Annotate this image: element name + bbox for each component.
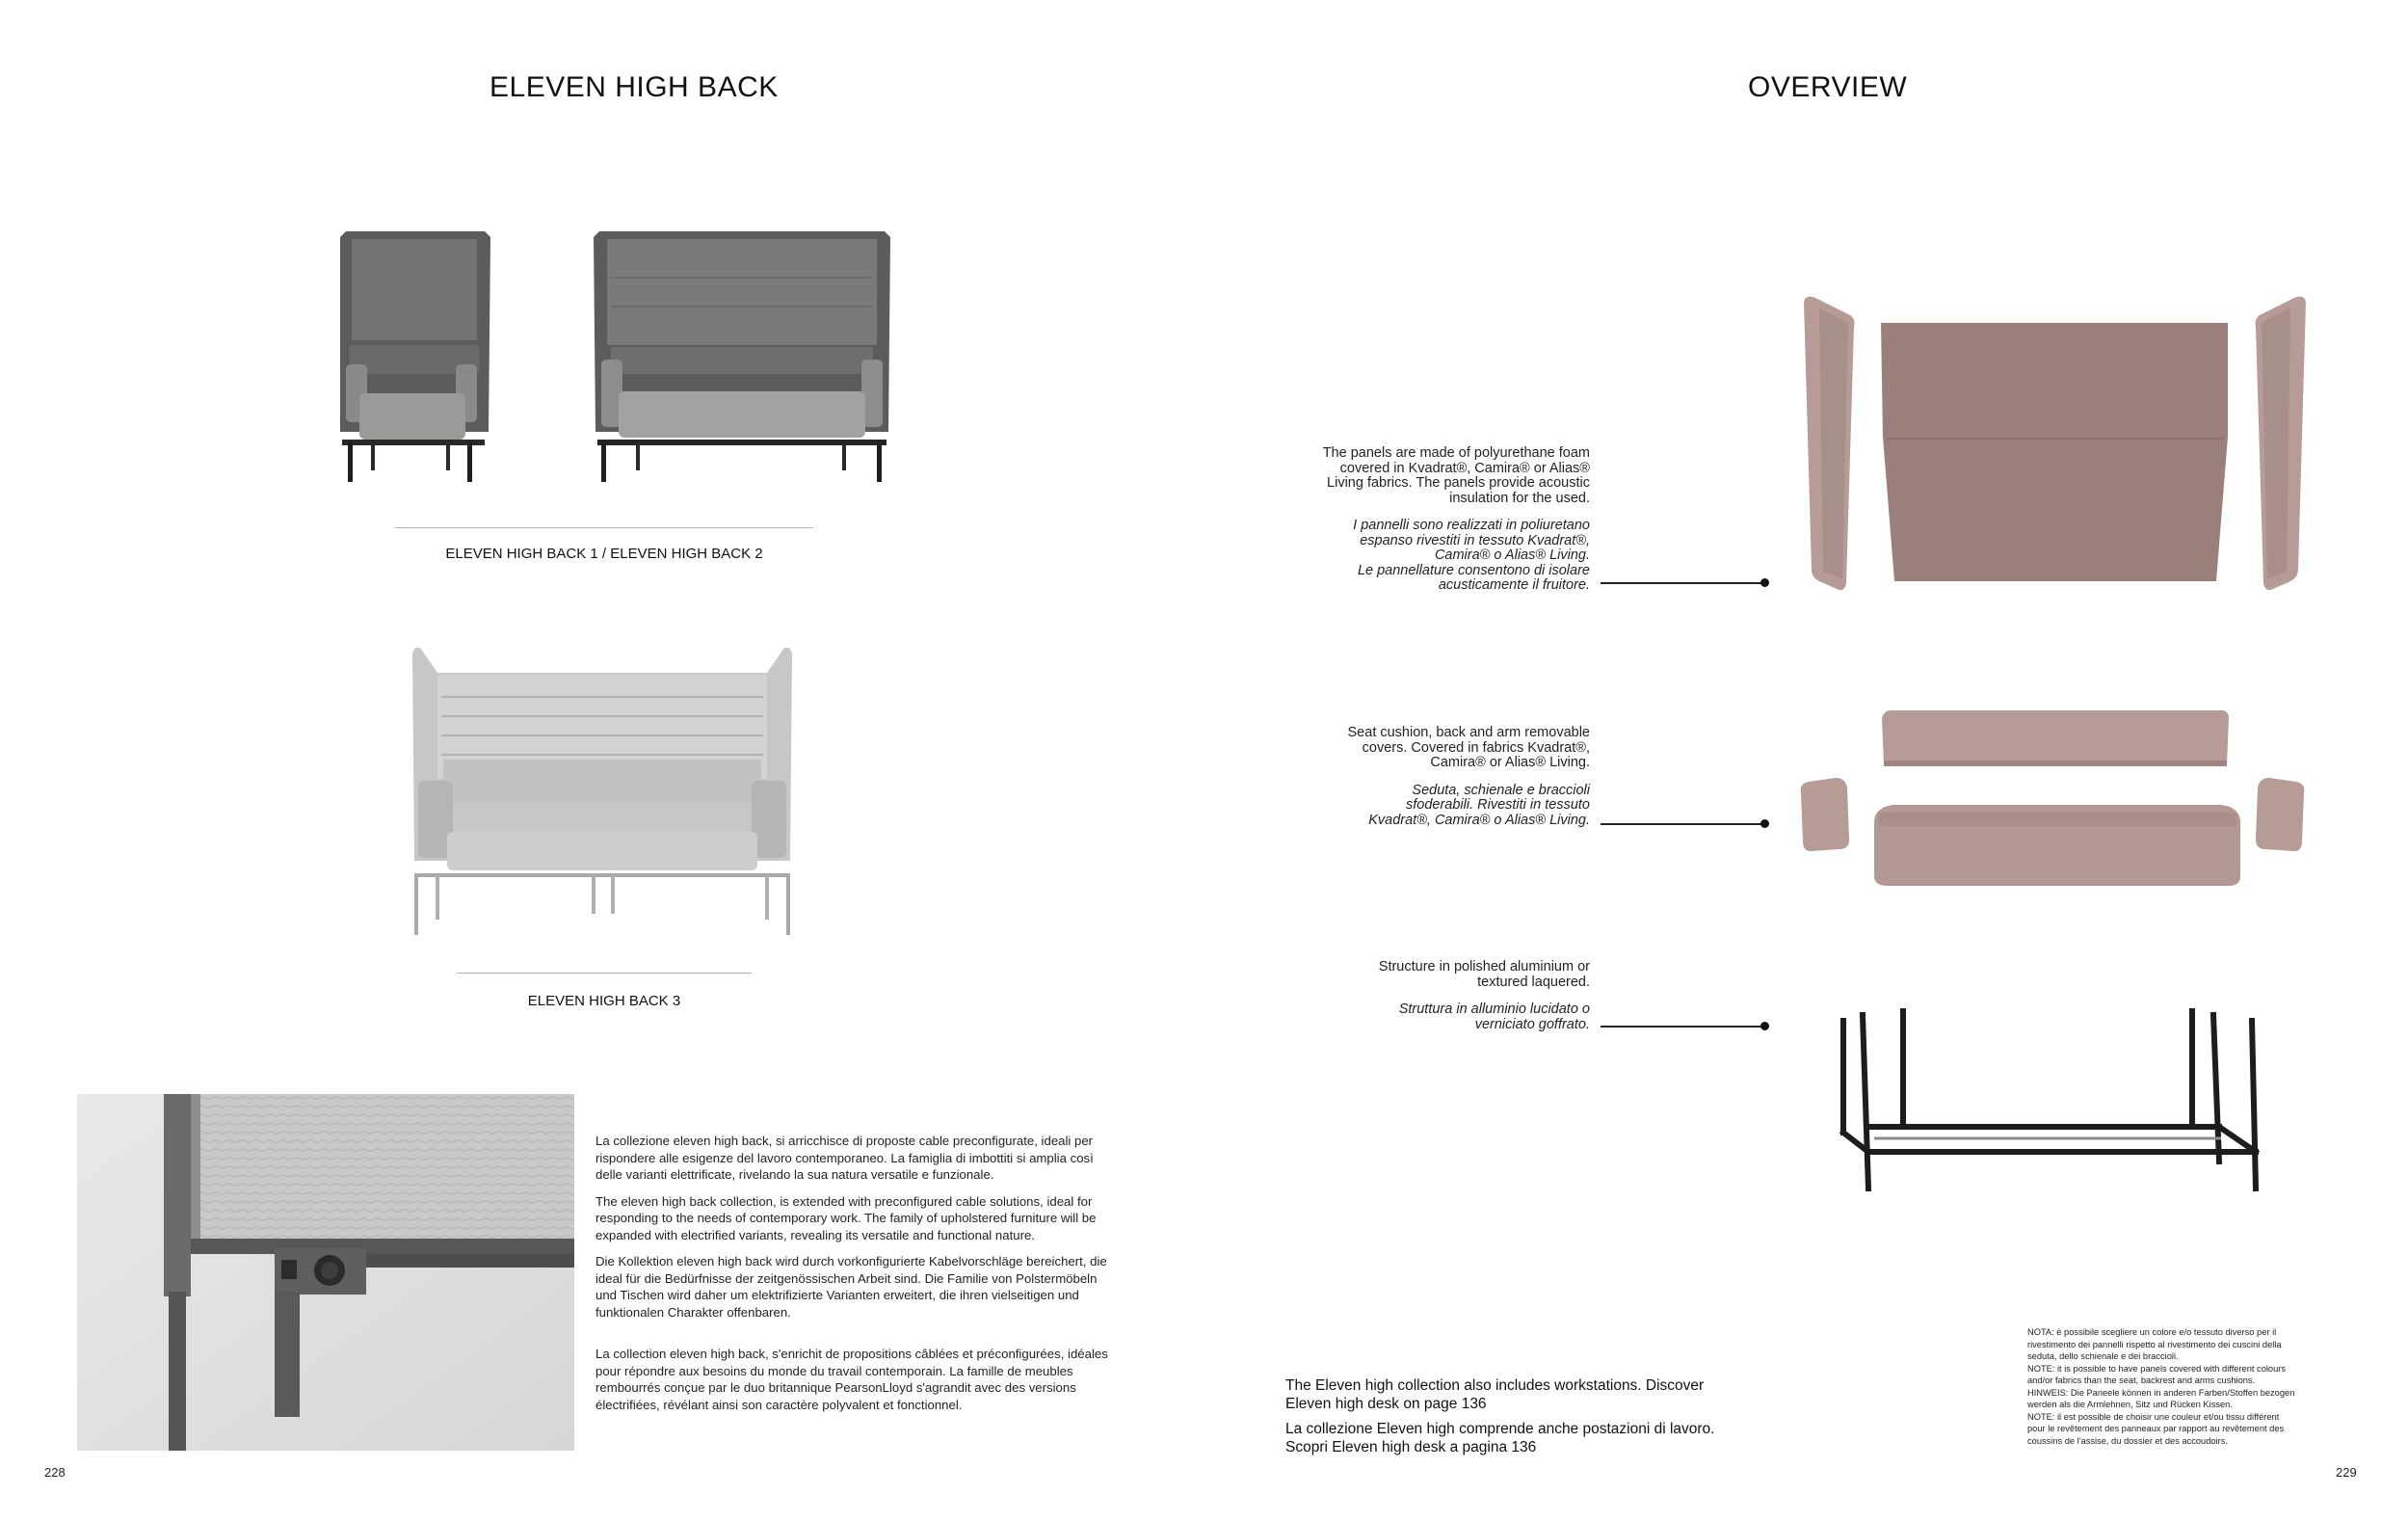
- disclaimer-line: coussins de l'assise, du dossier et des accoudoirs.: [2027, 1435, 2228, 1446]
- caption-high-back-3: ELEVEN HIGH BACK 3: [527, 993, 681, 1009]
- panels-note: [1233, 446, 1590, 594]
- paragraph-italian: La collezione eleven high back, si arricchisce di proposte cable preconfigurate, ideali per rispondere alle esigenze del lavoro contemporaneo. La famiglia di imbottiti si amplia così delle varianti elettrificate, rivelando la sua natura versatile e funzionale.: [595, 1134, 1094, 1182]
- note-line: verniciato goffrato.: [1474, 1016, 1590, 1032]
- high-back-1-armchair-image: [332, 229, 491, 485]
- note-line: textured laquered.: [1477, 974, 1590, 990]
- aluminium-structure-image: [1836, 1007, 2279, 1195]
- note-line: sfoderabili. Rivestiti in tessuto: [1406, 797, 1590, 813]
- note-line: espanso rivestiti in tessuto Kvadrat®,: [1360, 532, 1590, 548]
- note-line: Living fabrics. The panels provide acoustic: [1327, 475, 1590, 491]
- disclaimer-line: NOTA: è possibile scegliere un colore e/o tessuto diverso per il: [2027, 1327, 2277, 1337]
- note-line: Kvadrat®, Camira® o Alias® Living.: [1368, 812, 1590, 828]
- workstation-note: [1285, 1376, 1786, 1456]
- fabric-disclaimer: [2027, 1326, 2345, 1447]
- paragraph-german: Die Kollektion eleven high back wird durch vorkonfigurierte Kabelvorschläge bereichert, die ideal für die Bedürfnisse der zeitgenössischen Arbeit sind. Die Familie von Polstermöbeln und Tischen wird daher um elektrifizierte Varianten erweitert, die ihren vielseitigen und funktionalen Charakter offenbaren.: [595, 1254, 1107, 1320]
- note-line: The panels are made of polyurethane foam: [1322, 445, 1590, 461]
- structure-note: [1233, 960, 1590, 1032]
- removable-cushions-image: [1797, 707, 2308, 919]
- note-line: Camira® o Alias® Living.: [1434, 547, 1590, 563]
- paragraph-french: La collection eleven high back, s'enrichit de propositions câblées et préconfigurées, idéales pour répondre aux besoins du monde du travail contemporain. La famille de meubles rembourrés conçue par le duo britannique PearsonLloyd s'agrandit avec des versions électrifiées, révélant ainsi son caractère polyvalent et fonctionnel.: [595, 1347, 1108, 1412]
- high-back-3-sofa-image: [409, 644, 796, 938]
- disclaimer-line: HINWEIS: Die Paneele können in anderen Farben/Stoffen bezogen: [2027, 1387, 2295, 1398]
- acoustic-panels-image: [1802, 294, 2308, 598]
- note-line: covers. Covered in fabrics Kvadrat®,: [1362, 739, 1590, 756]
- cushions-leader-dot: [1760, 819, 1769, 828]
- structure-leader-dot: [1760, 1022, 1769, 1030]
- disclaimer-line: seduta, dello schienale e dei braccioli.: [2027, 1351, 2179, 1361]
- disclaimer-line: werden als die Armlehnen, Sitz und Rücken Kissen.: [2027, 1400, 2233, 1409]
- caption-rule-1: [395, 527, 813, 528]
- left-page-title: ELEVEN HIGH BACK: [490, 71, 779, 103]
- note-line: Structure in polished aluminium or: [1378, 959, 1590, 975]
- disclaimer-line: pour le revêtement des panneaux par rapport au revêtement des: [2027, 1424, 2285, 1433]
- description-block: [595, 1133, 1116, 1423]
- caption-rule-2: [457, 973, 752, 974]
- page-number-left: 228: [44, 1465, 66, 1480]
- note-line: insulation for the used.: [1449, 490, 1590, 506]
- cushions-leader-line: [1601, 823, 1764, 825]
- page-number-right: 229: [2336, 1465, 2357, 1480]
- note-line: Camira® or Alias® Living.: [1430, 755, 1590, 770]
- footer-line: La collezione Eleven high comprende anche postazioni di lavoro.: [1285, 1421, 1715, 1437]
- caption-high-back-1-2: ELEVEN HIGH BACK 1 / ELEVEN HIGH BACK 2: [445, 546, 763, 562]
- disclaimer-line: and/or fabrics than the seat, backrest and arms cushions.: [2027, 1375, 2256, 1385]
- note-line: covered in Kvadrat®, Camira® or Alias®: [1339, 460, 1590, 476]
- note-line: Seduta, schienale e braccioli: [1412, 782, 1590, 798]
- structure-leader-line: [1601, 1026, 1764, 1028]
- note-line: Le pannellature consentono di isolare: [1357, 562, 1590, 578]
- paragraph-english: The eleven high back collection, is extended with preconfigured cable solutions, ideal for responding to the needs of contemporary work. The family of upholstered furniture will be expanded with electrified variants, revealing its versatile and functional nature.: [595, 1193, 1097, 1242]
- cable-detail-photo: [77, 1094, 574, 1451]
- footer-line: The Eleven high collection also includes workstations. Discover: [1285, 1377, 1705, 1394]
- footer-line: Scopri Eleven high desk a pagina 136: [1285, 1439, 1537, 1455]
- disclaimer-line: NOTE: it is possible to have panels covered with different colours: [2027, 1363, 2287, 1374]
- note-line: acusticamente il fruitore.: [1438, 577, 1590, 593]
- right-page-title: OVERVIEW: [1748, 71, 1908, 103]
- cushions-note: [1233, 726, 1590, 828]
- note-line: I pannelli sono realizzati in poliuretano: [1353, 518, 1590, 533]
- footer-line: Eleven high desk on page 136: [1285, 1396, 1487, 1412]
- panels-leader-dot: [1760, 578, 1769, 587]
- panels-leader-line: [1601, 582, 1764, 584]
- note-line: Seat cushion, back and arm removable: [1347, 725, 1590, 740]
- high-back-2-sofa-image: [590, 229, 893, 485]
- note-line: Struttura in alluminio lucidato o: [1398, 1001, 1590, 1017]
- disclaimer-line: rivestimento dei pannelli rispetto al rivestimento dei cuscini della: [2027, 1339, 2282, 1349]
- disclaimer-line: NOTE: il est possible de choisir une couleur et/ou tissu différent: [2027, 1411, 2280, 1422]
